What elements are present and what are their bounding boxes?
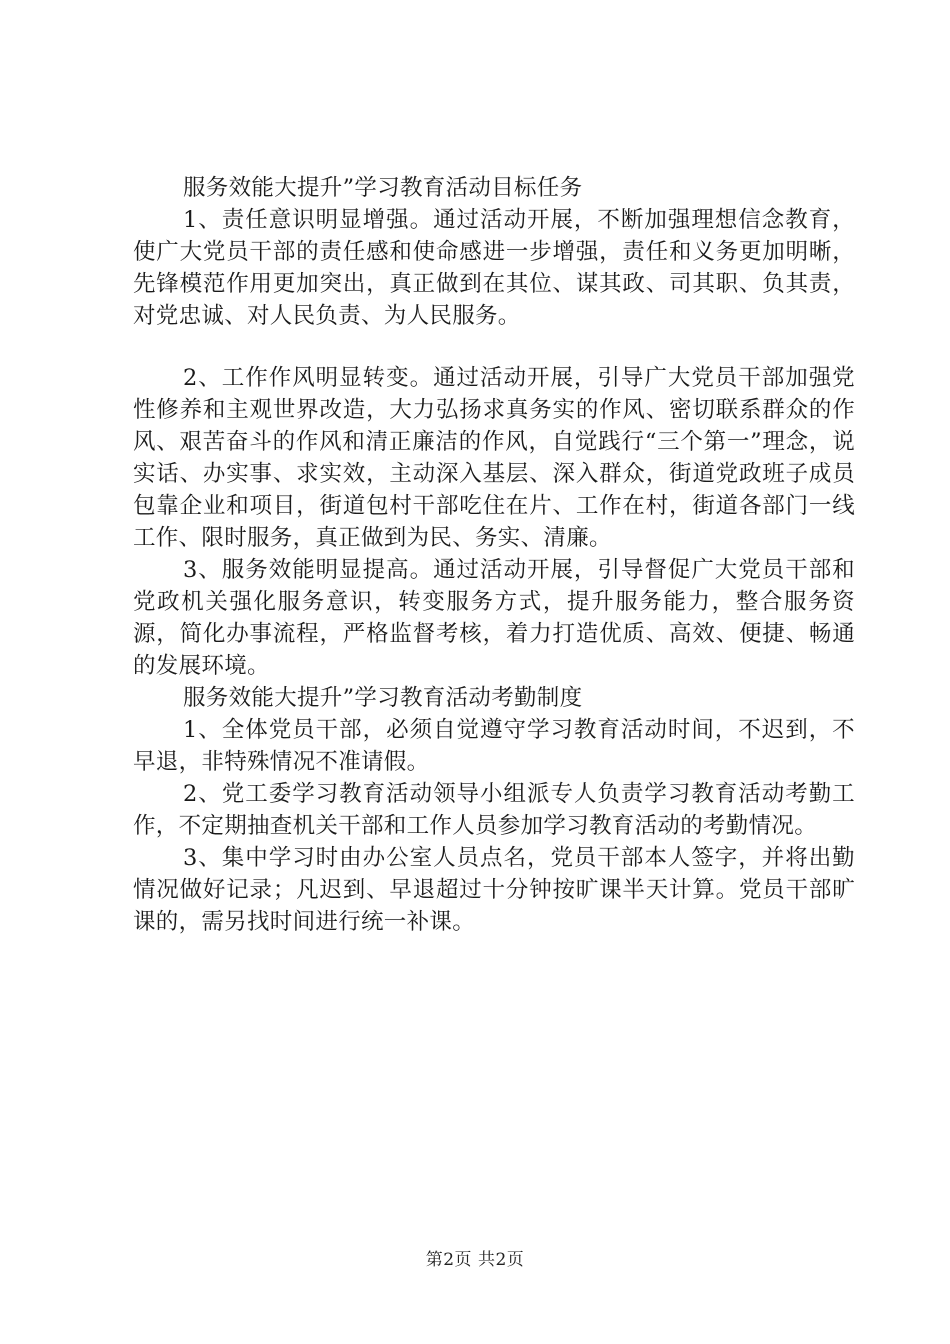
section-title-goals: 服务效能大提升”学习教育活动目标任务 [183,175,583,201]
document-body [133,172,855,938]
goal-item-responsibility: 1、责任意识明显增强。通过活动开展，不断加强理想信念教育，使广大党员干部的责任感和使命感进一步增强，责任和义务更加明晰，先锋模范作用更加突出，真正做到在其位、谋其政、司其职、负其责，对党忠诚、对人民负责、为人民服务。 [133,207,855,329]
paragraph-gap [133,332,855,362]
attendance-item-3: 3、集中学习时由办公室人员点名，党员干部本人签字，并将出勤情况做好记录；凡迟到、早退超过十分钟按旷课半天计算。党员干部旷课的，需另找时间进行统一补课。 [133,845,855,935]
goal-item-work-style: 2、工作作风明显转变。通过活动开展，引导广大党员干部加强党性修养和主观世界改造，大力弘扬求真务实的作风、密切联系群众的作风、艰苦奋斗的作风和清正廉洁的作风，自觉践行“三个第一”理念，说实话、办实事、求实效，主动深入基层、深入群众，街道党政班子成员包靠企业和项目，街道包村干部吃住在片、工作在村，街道各部门一线工作、限时服务，真正做到为民、务实、清廉。 [133,365,855,551]
attendance-item-2: 2、党工委学习教育活动领导小组派专人负责学习教育活动考勤工作，不定期抽查机关干部和工作人员参加学习教育活动的考勤情况。 [133,781,855,839]
page-number-footer: 第2页 共2页 [425,1250,525,1270]
section-title-attendance: 服务效能大提升”学习教育活动考勤制度 [183,685,583,711]
attendance-item-1: 1、全体党员干部，必须自觉遵守学习教育活动时间，不迟到，不早退，非特殊情况不准请假。 [133,717,855,775]
goal-item-service-efficiency: 3、服务效能明显提高。通过活动开展，引导督促广大党员干部和党政机关强化服务意识，转变服务方式，提升服务能力，整合服务资源，简化办事流程，严格监督考核，着力打造优质、高效、便捷、畅通的发展环境。 [133,557,855,679]
